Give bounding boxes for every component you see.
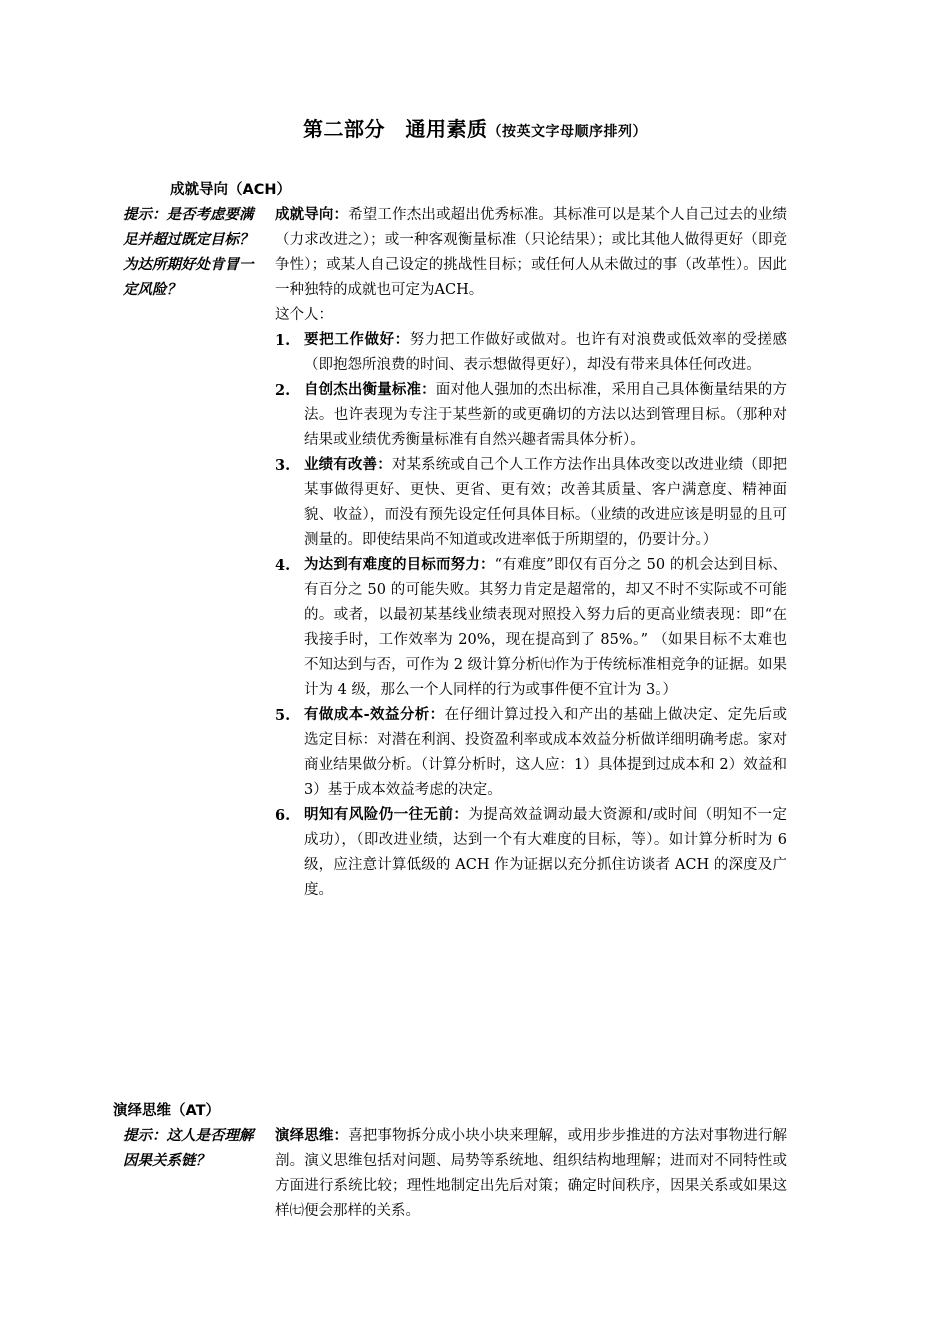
definition-text: 希望工作杰出或超出优秀标准。其标准可以是某个人自己过去的业绩（力求改进之）；或一种客观衡量标准（只论结果）；或比其他人做得更好（即竞争性）；或某人自己设定的挑战性目标；或任何人从未做过的事（改革性）。因此一种独特的成就也可定为ACH。	[275, 207, 788, 298]
list-item-number: 4.	[275, 557, 291, 574]
behavior-level-list	[275, 328, 787, 903]
definition-term: 演绎思维：	[275, 1128, 349, 1144]
section-body-ach	[275, 203, 787, 903]
page-title-main: 第二部分 通用素质	[303, 117, 488, 141]
definition-term: 成就导向：	[275, 207, 349, 223]
list-item-title: 业绩有改善：	[304, 457, 392, 473]
list-item-number: 6.	[275, 807, 291, 824]
list-item	[275, 703, 787, 803]
definition-paragraph	[275, 203, 787, 303]
list-item-text: 在仔细计算过投入和产出的基础上做决定、定先后或选定目标：对潜在利润、投资盈利率或成本效益分析做详细明确考虑。家对商业结果做分析。（计算分析时，这人应：1）具体提到过成本和 2）效益和 3）基于成本效益考虑的决定。	[304, 707, 787, 798]
list-item-title: 要把工作做好：	[304, 332, 410, 348]
section-heading-at: 演绎思维（AT）	[113, 1103, 220, 1119]
page-title	[0, 113, 950, 142]
list-item-title: 有做成本-效益分析：	[304, 707, 445, 723]
list-item-title: 自创杰出衡量标准：	[304, 382, 436, 398]
list-item-number: 2.	[275, 382, 291, 399]
list-item-title: 为达到有难度的目标而努力：	[304, 557, 495, 573]
list-item-number: 3.	[275, 457, 291, 474]
list-item-number: 1.	[275, 332, 291, 349]
list-item-text: 努力把工作做好或做对。也许有对浪费或低效率的受搓感（即抱怨所浪费的时间、表示想做得更好），却没有带来具体任何改进。	[304, 332, 788, 373]
list-item	[275, 378, 787, 453]
list-item-text: 为提高效益调动最大资源和/或时间（明知不一定成功），（即改进业绩，达到一个有大难度的目标，等）。如计算分析时为 6 级，应注意计算低级的 ACH 作为证据以充分抓住访谈者 ACH 的深度及广度。	[304, 807, 788, 898]
section-body-at	[275, 1124, 787, 1224]
intro-line: 这个人：	[275, 307, 333, 323]
section-hint-at: 提示：这人是否理解因果关系链？	[123, 1128, 254, 1169]
section-heading-ach: 成就导向（ACH）	[170, 182, 291, 198]
list-item-text: 对某系统或自己个人工作方法作出具体改变以改进业绩（即把某事做得更好、更快、更省、更有效；改善其质量、客户满意度、精神面貌、收益），而没有预先设定任何具体目标。（业绩的改进应该是明显的且可测量的。即使结果尚不知道或改进率低于所期望的，仍要计分。）	[304, 457, 787, 548]
list-item	[275, 803, 787, 903]
list-item-title: 明知有风险仍一往无前：	[304, 807, 469, 823]
list-item	[275, 453, 787, 553]
list-item-number: 5.	[275, 707, 291, 724]
definition-text: 喜把事物拆分成小块小块来理解，或用步步推进的方法对事物进行解剖。演义思维包括对问题、局势等系统地、组织结构地理解；进而对不同特性或方面进行系统比较；理性地制定出先后对策；确定时间秩序，因果关系或如果这样㈦便会那样的关系。	[275, 1128, 788, 1219]
list-item	[275, 328, 787, 378]
list-item-text: 面对他人强加的杰出标准，采用自己具体衡量结果的方法。也许表现为专注于某些新的或更确切的方法以达到管理目标。（那种对结果或业绩优秀衡量标准有自然兴趣者需具体分析）。	[304, 382, 787, 448]
section-hint-ach: 提示：是否考虑要满足并超过既定目标？为达所期好处肯冒一定风险？	[123, 207, 254, 298]
list-item-text: “有难度”即仅有百分之 50 的机会达到目标、有百分之 50 的可能失败。其努力肯定是超常的，却又不时不实际或不可能的。或者，以最初某基线业绩表现对照投入努力后的更高业绩表现：即“在我接手时，工作效率为 20%，现在提高到了 85%。” （如果目标不太难也不知达到与否，可作为 2 级计算分析㈦作为于传统标准相竞争的证据。如果计为 4 级，那么一个人同样的行为或事件便不宜计为 3。）	[304, 557, 787, 698]
definition-paragraph	[275, 1124, 787, 1224]
list-item	[275, 553, 787, 703]
page-title-subtitle: （按英文字母顺序排列）	[487, 124, 647, 140]
